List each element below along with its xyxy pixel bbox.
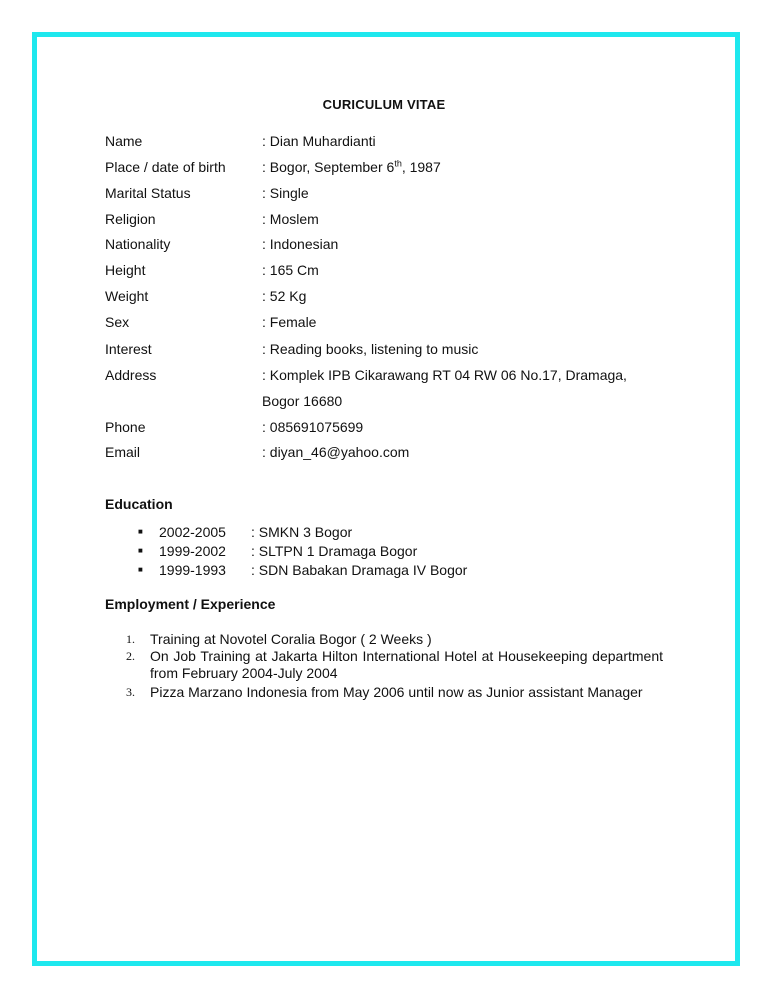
field-value: : Indonesian	[262, 236, 339, 252]
education-school: : SLTPN 1 Dramaga Bogor	[251, 543, 418, 559]
field-value: : 085691075699	[262, 419, 364, 435]
field-value: : Dian Muhardianti	[262, 133, 376, 149]
bullet-icon: ■	[138, 527, 143, 536]
field-label: Weight	[105, 288, 149, 304]
birth-value-suffix: th	[394, 158, 402, 169]
field-value: Bogor 16680	[262, 393, 343, 409]
education-school: : SMKN 3 Bogor	[251, 524, 353, 540]
employment-text: On Job Training at Jakarta Hilton International Hotel at Housekeeping department from February 2004-July 2004	[150, 648, 663, 681]
birth-value-main: : Bogor, September 6	[262, 159, 395, 175]
field-value: : Single	[262, 185, 309, 201]
education-years: 1999-2002	[159, 543, 226, 559]
field-label: Email	[105, 444, 141, 460]
field-value: : Female	[262, 314, 317, 330]
employment-text: Training at Novotel Coralia Bogor ( 2 Weeks )	[150, 631, 432, 647]
field-label: Place / date of birth	[105, 159, 226, 175]
field-label: Marital Status	[105, 185, 191, 201]
list-number: 2.	[126, 649, 135, 663]
education-years: 1999-1993	[159, 562, 226, 578]
field-label: Phone	[105, 419, 146, 435]
field-label: Name	[105, 133, 143, 149]
field-value	[262, 157, 441, 177]
list-number: 1.	[126, 632, 135, 646]
bullet-icon: ■	[138, 565, 143, 574]
field-value: : diyan_46@yahoo.com	[262, 444, 410, 460]
education-years: 2002-2005	[159, 524, 226, 540]
field-label: Address	[105, 367, 157, 383]
field-value: : Reading books, listening to music	[262, 341, 479, 357]
bullet-icon: ■	[138, 546, 143, 555]
field-label: Sex	[105, 314, 130, 330]
education-school: : SDN Babakan Dramaga IV Bogor	[251, 562, 468, 578]
field-label: Religion	[105, 211, 156, 227]
field-value: : 165 Cm	[262, 262, 319, 278]
education-heading: Education	[105, 496, 173, 512]
employment-heading: Employment / Experience	[105, 596, 276, 612]
field-label: Height	[105, 262, 146, 278]
field-value: : Moslem	[262, 211, 319, 227]
field-label: Interest	[105, 341, 152, 357]
employment-text: Pizza Marzano Indonesia from May 2006 until now as Junior assistant Manager	[150, 684, 643, 700]
field-value: : Komplek IPB Cikarawang RT 04 RW 06 No.17, Dramaga,	[262, 367, 627, 383]
list-number: 3.	[126, 685, 135, 699]
field-value: : 52 Kg	[262, 288, 307, 304]
field-label: Nationality	[105, 236, 171, 252]
document-title: CURICULUM VITAE	[322, 97, 446, 112]
birth-value-year: , 1987	[401, 159, 441, 175]
